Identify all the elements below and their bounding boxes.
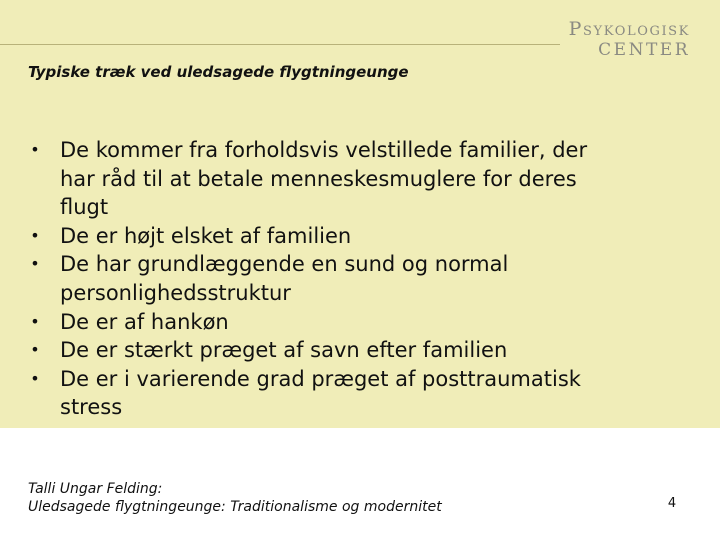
bullet-item — [28, 222, 688, 251]
bullet-text-line: De kommer fra forholdsvis velstillede familier, der — [60, 138, 588, 162]
bullet-text-line: flugt — [60, 195, 109, 220]
footer-title: Uledsagede flygtningeunge: Traditionalisme og modernitet — [28, 499, 442, 515]
bullet-text-line: personlighedsstruktur — [60, 280, 291, 305]
bullet-text-line: De er af hankøn — [60, 309, 229, 334]
bullet-text-line: har råd til at betale menneskesmuglere for deres — [60, 166, 577, 191]
bullet-item — [28, 336, 688, 365]
bullet-text-line: De har grundlæggende en sund og normal — [60, 252, 509, 277]
bullet-list — [28, 136, 688, 422]
bullet-text-line: De er højt elsket af familien — [60, 223, 352, 248]
header-divider — [0, 44, 560, 45]
slide-title: Typiske træk ved uledsagede flygtningeunge — [28, 63, 409, 81]
bullet-marker: • — [30, 340, 40, 360]
bullet-item — [28, 250, 688, 307]
page-number: 4 — [667, 496, 677, 511]
bullet-marker: • — [30, 225, 40, 245]
footer-author: Talli Ungar Felding: — [28, 481, 163, 497]
bullet-text-line: De er i varierende grad præget af posttraumatisk — [60, 366, 581, 391]
logo-line-center: CENTER — [598, 40, 690, 60]
logo-line-psykologisk: Psykologisk — [568, 18, 690, 40]
bullet-item — [28, 308, 688, 337]
bullet-item — [28, 365, 688, 422]
bullet-marker: • — [30, 140, 40, 159]
bullet-marker: • — [30, 254, 40, 274]
bullet-text-line: stress — [60, 395, 123, 420]
bullet-text-line: De er stærkt præget af savn efter familien — [60, 338, 508, 363]
bullet-marker: • — [30, 311, 40, 331]
bullet-item — [28, 136, 688, 222]
bullet-marker: • — [30, 368, 40, 388]
psykologisk-center-logo — [556, 18, 692, 64]
